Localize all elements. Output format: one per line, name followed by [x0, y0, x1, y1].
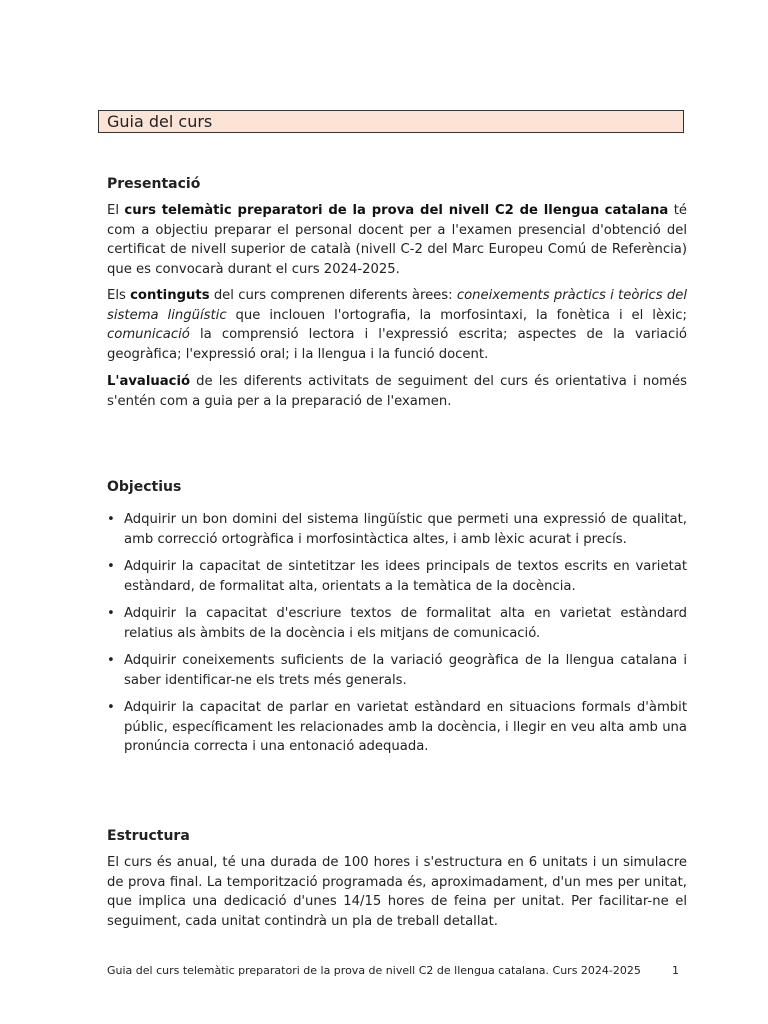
list-item: • Adquirir coneixements suficients de la variació geogràfica de la llengua catalana i saber identificar-ne els trets més generals. — [107, 651, 687, 690]
list-item: • Adquirir un bon domini del sistema lingüístic que permeti una expressió de qualitat, amb correcció ortogràfica i morfosintàctica altes, i amb lèxic acurat i precís. — [107, 510, 687, 549]
italic-run: coneixements pràctics i teòrics del sistema lingüístic — [107, 288, 687, 323]
page-number: 1 — [672, 964, 679, 977]
section-heading-objectius: Objectius — [107, 479, 182, 495]
text-run: la comprensió lectora i l'expressió escrita; aspectes de la variació geogràfica; l'expressió oral; i la llengua i la funció docent. — [107, 327, 687, 362]
list-item: • Adquirir la capacitat de sintetitzar les idees principals de textos escrits en varietat estàndard, de formalitat alta, orientats a la temàtica de la docència. — [107, 557, 687, 596]
text-run: de les diferents activitats de seguiment del curs és orientativa i només s'entén com a guia per a la preparació de l'examen. — [107, 374, 687, 409]
text-run: del curs comprenen diferents àrees: — [209, 288, 457, 303]
text-run: que inclouen l'ortografia, la morfosintaxi, la fonètica i el lèxic; — [226, 307, 687, 323]
presentacio-paragraph-2 — [107, 286, 687, 364]
footer-text: Guia del curs telemàtic preparatori de la prova de nivell C2 de llengua catalana. Curs 2024-2025 — [107, 964, 641, 977]
italic-run: comunicació — [107, 327, 190, 342]
bold-run: curs telemàtic preparatori de la prova del nivell C2 de llengua catalana — [124, 203, 669, 218]
bold-run: continguts — [130, 288, 210, 303]
text-run: té com a objectiu preparar el personal docent per a l'examen presencial d'obtenció del certificat de nivell superior de català (nivell C-2 del Marc Europeu Comú de Referència) que es convocarà durant el curs 2024-2025. — [107, 203, 687, 277]
text-run: El — [107, 203, 125, 218]
estructura-paragraph: El curs és anual, té una durada de 100 hores i s'estructura en 6 unitats i un simulacre de prova final. La temporització programada és, aproximadament, d'un mes per unitat, que implica una dedicació d'unes 14/15 hores de feina per unitat. Per facilitar-ne el seguiment, cada unitat contindrà un pla de treball detallat. — [107, 855, 687, 929]
page-title: Guia del curs — [98, 110, 684, 133]
list-item: • Adquirir la capacitat d'escriure textos de formalitat alta en varietat estàndard relatius als àmbits de la docència i els mitjans de comunicació. — [107, 604, 687, 643]
list-item: • Adquirir la capacitat de parlar en varietat estàndard en situacions formals d'àmbit públic, específicament les relacionades amb la docència, i llegir en veu alta amb una pronúncia correcta i una entonació adequada. — [107, 698, 687, 757]
bold-run: L'avaluació — [107, 374, 191, 389]
presentacio-paragraph-1 — [107, 201, 687, 279]
section-heading-estructura: Estructura — [107, 828, 190, 844]
page-footer — [107, 964, 679, 977]
presentacio-paragraph-3 — [107, 372, 687, 411]
section-heading-presentacio: Presentació — [107, 176, 201, 192]
objectives-list — [107, 510, 687, 765]
text-run: Els — [107, 288, 131, 303]
